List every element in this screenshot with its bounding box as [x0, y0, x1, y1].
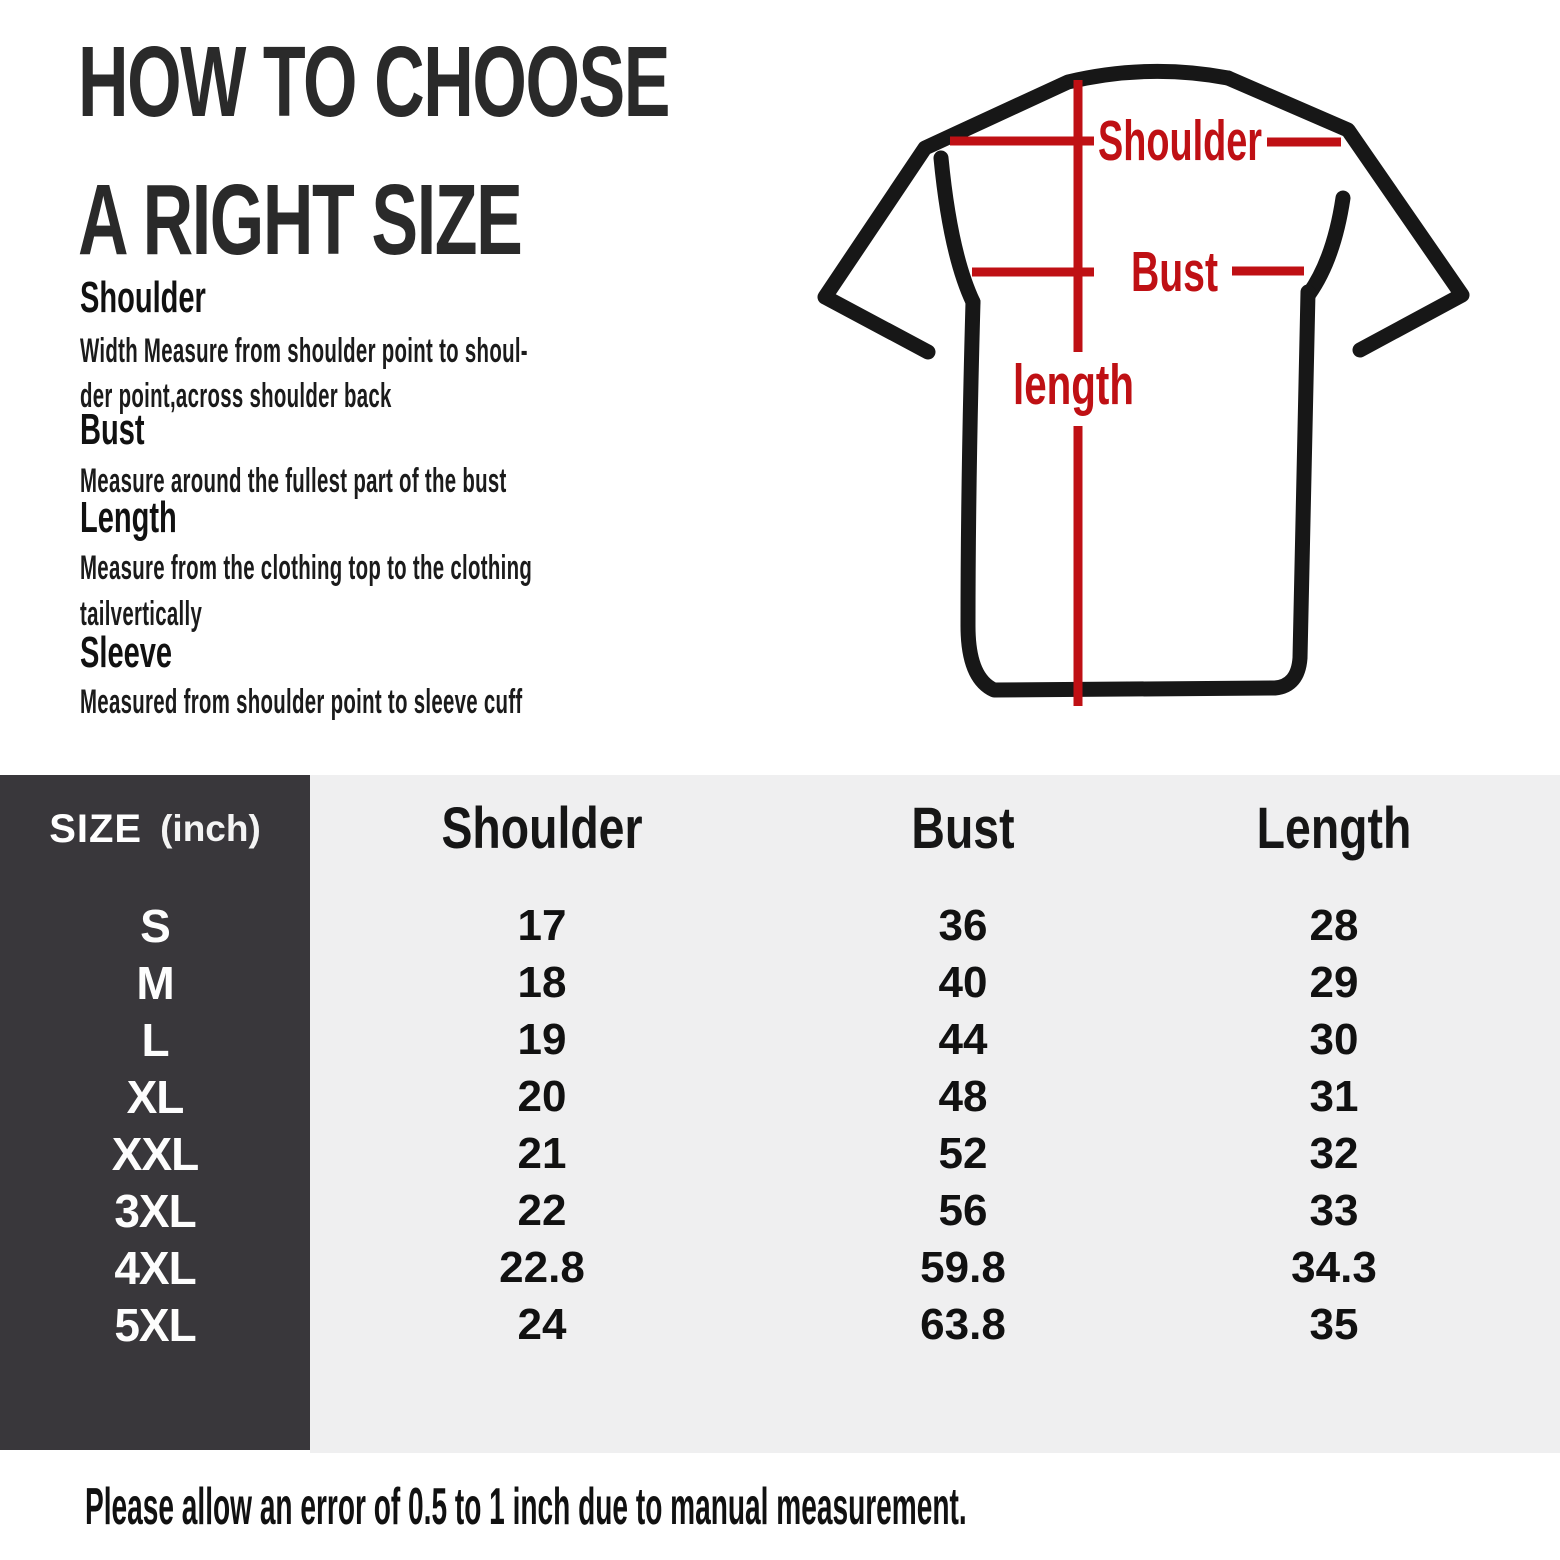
def-text-sleeve-1: Measured from shoulder point to sleeve cuff [80, 683, 523, 721]
size-table-corner-header [0, 775, 310, 897]
row-spacer [1516, 1296, 1560, 1353]
def-heading-shoulder: Shoulder [80, 273, 206, 322]
row-spacer [1516, 1011, 1560, 1068]
cell-shoulder: 17 [517, 900, 567, 950]
shirt-left-armpit-seam [941, 158, 973, 302]
cell-length: 35 [1309, 1299, 1359, 1349]
column-header-length: Length [1256, 795, 1412, 861]
cell-shoulder: 20 [517, 1071, 567, 1121]
cell-bust: 40 [938, 957, 988, 1007]
page-title-line1: HOW TO CHOOSE [78, 26, 670, 138]
row-size-label: 4XL [114, 1241, 196, 1294]
cell-bust: 56 [938, 1185, 988, 1235]
row-size-label: XL [126, 1070, 184, 1123]
row-size-label: 3XL [114, 1184, 196, 1237]
def-text-length-1: Measure from the clothing top to the clothing [80, 549, 533, 587]
cell-length: 29 [1309, 957, 1359, 1007]
row-spacer [1516, 1182, 1560, 1239]
shirt-body-outline [968, 292, 1308, 690]
row-spacer [1516, 1068, 1560, 1125]
cell-length: 32 [1309, 1128, 1359, 1178]
def-heading-length: Length [80, 493, 177, 542]
cell-bust: 52 [938, 1128, 988, 1178]
tshirt-measure-diagram [780, 30, 1560, 750]
cell-length: 28 [1309, 900, 1359, 950]
cell-shoulder: 24 [517, 1299, 567, 1349]
row-spacer [1516, 1239, 1560, 1296]
row-spacer [1516, 897, 1560, 954]
size-table [0, 775, 1560, 1450]
def-text-bust-1: Measure around the fullest part of the bust [80, 462, 507, 500]
row-size-label: S [140, 899, 170, 952]
size-header-label: SIZE [49, 806, 143, 851]
cell-shoulder: 19 [517, 1014, 567, 1064]
size-unit-label: (inch) [160, 808, 261, 849]
cell-bust: 48 [938, 1071, 988, 1121]
shirt-right-armpit-seam [1309, 198, 1343, 294]
cell-bust: 44 [938, 1014, 988, 1064]
cell-bust: 63.8 [920, 1299, 1006, 1349]
cell-shoulder: 18 [517, 957, 567, 1007]
bust-measure-label: Bust [1131, 240, 1219, 304]
cell-length: 31 [1309, 1071, 1359, 1121]
def-heading-sleeve: Sleeve [80, 628, 173, 677]
cell-shoulder: 22 [517, 1185, 567, 1235]
cell-shoulder: 22.8 [499, 1242, 585, 1292]
cell-shoulder: 21 [517, 1128, 567, 1178]
row-size-label: XXL [111, 1127, 199, 1180]
row-spacer [1516, 954, 1560, 1011]
cell-bust: 36 [938, 900, 988, 950]
length-measure-label: length [1013, 353, 1134, 417]
cell-length: 34.3 [1291, 1242, 1377, 1292]
column-header-bust: Bust [911, 795, 1015, 861]
page-title-line2: A RIGHT SIZE [78, 164, 522, 276]
header-spacer [1516, 775, 1560, 897]
def-text-shoulder-2: der point,across shoulder back [80, 377, 392, 415]
cell-length: 30 [1309, 1014, 1359, 1064]
cell-bust: 59.8 [920, 1242, 1006, 1292]
measurement-tolerance-note: Please allow an error of 0.5 to 1 inch due to manual measurement. [85, 1478, 967, 1536]
def-text-length-2: tailvertically [80, 595, 203, 633]
row-size-label: 5XL [114, 1298, 196, 1351]
column-header-shoulder: Shoulder [441, 795, 643, 861]
def-heading-bust: Bust [80, 405, 145, 454]
row-size-label: M [136, 956, 174, 1009]
cell-length: 33 [1309, 1185, 1359, 1235]
shoulder-measure-label: Shoulder [1098, 109, 1262, 173]
row-spacer [1516, 1125, 1560, 1182]
row-size-label: L [141, 1013, 169, 1066]
def-text-shoulder-1: Width Measure from shoulder point to shoul- [80, 332, 528, 370]
